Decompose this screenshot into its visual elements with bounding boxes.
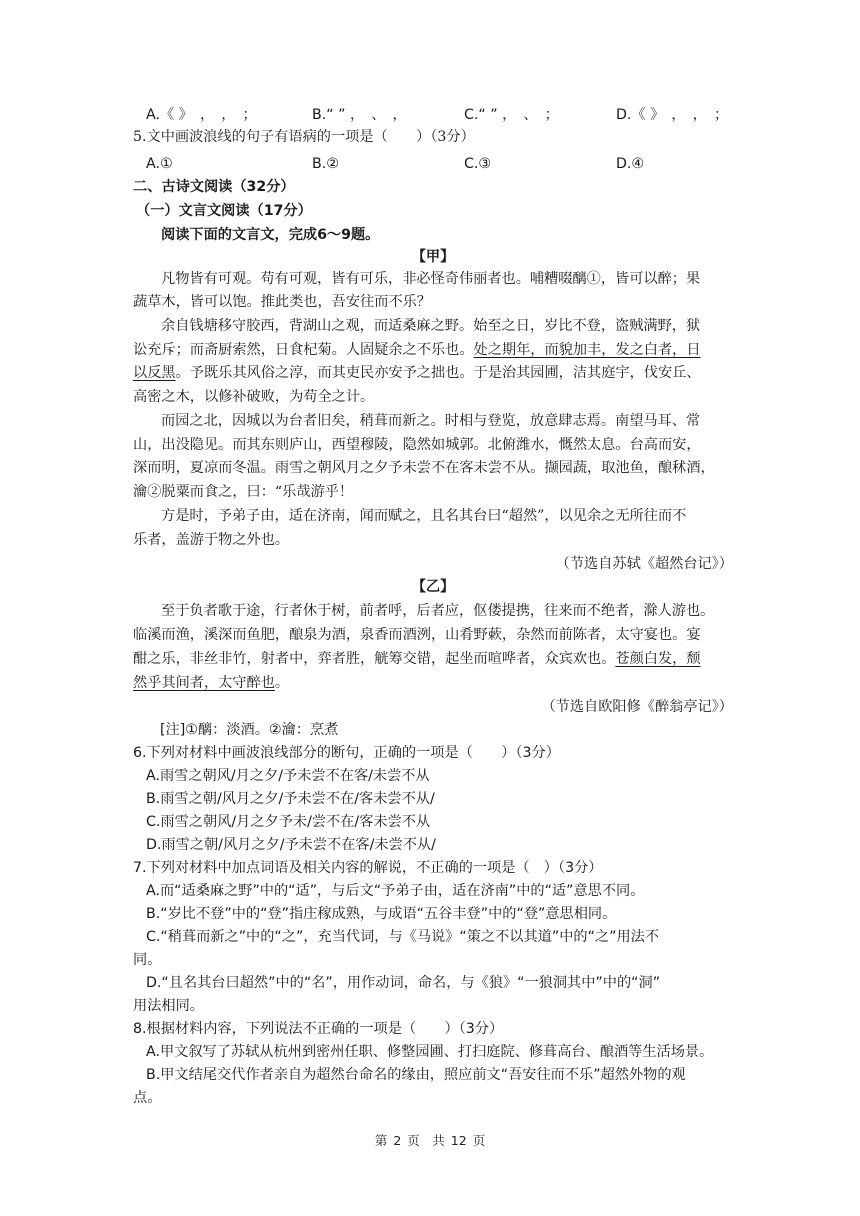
jia-p4-line1: 方是时，予弟子由，适在济南，闻而赋之，且名其台曰“超然”，以见余之无所往而不 — [161, 508, 687, 524]
q7-option-c: C.“稍葺而新之”中的“之”，充当代词，与《马说》“策之不以其道”中的“之”用法不 — [146, 929, 660, 945]
q7-stem: 7.下列对材料中加点词语及相关内容的解说，不正确的一项是（ ）（3分） — [133, 860, 603, 876]
q7-option-a: A.而“适桑麻之野”中的“适”，与后文“予弟子由，适在济南”中的“适”意思不同。 — [146, 883, 645, 899]
q4-option-d: D.《 》 ， ， ； — [616, 107, 729, 123]
q6-stem: 6.下列对材料中画波浪线部分的断句，正确的一项是（ ）（3分） — [133, 745, 560, 761]
jia-p2-line1: 余自钱塘移守胶西，背湖山之观，而适桑麻之野。始至之日，岁比不登，盗贼满野，狱 — [161, 318, 701, 334]
q6-option-a: A.雨雪之朝风/月之夕/予未尝不在客/未尝不从 — [146, 768, 430, 784]
annotation-note: [注]①醨：淡酒。②瀹：烹煮 — [160, 722, 339, 738]
q7-option-d-cont: 用法相同。 — [133, 998, 204, 1014]
jia-p1-line2: 蔬草木，皆可以饱。推此类也，吾安往而不乐？ — [133, 294, 431, 310]
yi-source: （节选自欧阳修《醉翁亭记》） — [541, 699, 733, 715]
jia-p2-line2 — [133, 339, 733, 361]
passage-jia-heading: 【甲】 — [411, 249, 455, 265]
footer-label-page: 第 — [374, 1133, 388, 1148]
yi-line3-text: 酣之乐，非丝非竹，射者中，弈者胜，觥筹交错，起坐而喧哗者，众宾欢也。 — [133, 651, 616, 667]
q5-option-d: D.④ — [616, 156, 645, 172]
jia-p2-line3-text: 。予既乐其风俗之淳，而其吏民亦安予之拙也。于是治其园圃，洁其庭宇，伐安丘、 — [175, 365, 701, 381]
jia-p3-line3: 深而明，夏凉而冬温。雨雪之朝风月之夕予未尝不在客未尝不从。撷园蔬，取池鱼，酿秫酒， — [133, 460, 715, 476]
yi-line3 — [133, 648, 733, 670]
page-footer — [0, 1131, 860, 1149]
jia-p2-line4: 高密之木，以修补破败，为苟全之计。 — [133, 389, 375, 405]
q5-option-b: B.② — [312, 156, 339, 172]
jia-p2-line3 — [133, 362, 733, 384]
yi-line2: 临溪而渔，溪深而鱼肥，酿泉为酒，泉香而酒洌，山肴野蔌，杂然而前陈者，太守宴也。宴 — [133, 627, 701, 643]
q8-option-a: A.甲文叙写了苏轼从杭州到密州任职、修整园圃、打扫庭院、修葺高台、酿酒等生活场景。 — [146, 1044, 714, 1060]
jia-p3-line4: 瀹②脱粟而食之，曰：“乐哉游乎！ — [133, 484, 354, 500]
q6-option-b: B.雨雪之朝/风月之夕/予未尝不在/客未尝不从/ — [146, 791, 435, 807]
footer-total-pages: 12 — [450, 1133, 467, 1148]
q8-option-b-cont: 点。 — [133, 1090, 162, 1106]
underlined-sentence: 处之期年，而貌加丰，发之白者，日 — [473, 342, 701, 358]
jia-source: （节选自苏轼《超然台记》） — [555, 556, 733, 572]
yi-underlined-sentence-end: 然乎其间者，太守醉也 — [133, 675, 275, 691]
q8-option-b: B.甲文结尾交代作者亲自为超然台命名的缘由，照应前文“吾安往而不乐”超然外物的观 — [146, 1067, 686, 1083]
footer-label-end: 页 — [472, 1133, 486, 1148]
underlined-sentence-end: 以反黑 — [133, 365, 176, 381]
jia-p2-line2-text: 讼充斥；而斋厨索然，日食杞菊。人固疑余之不乐也。 — [133, 342, 474, 358]
yi-line4 — [133, 672, 733, 694]
q8-stem: 8.根据材料内容，下列说法不正确的一项是（ ）（3分） — [133, 1021, 504, 1037]
yi-line4-end: 。 — [274, 675, 290, 691]
footer-label-of: 页 共 — [407, 1133, 445, 1148]
jia-p4-line2: 乐者，盖游于物之外也。 — [133, 532, 290, 548]
jia-p3-line1: 而园之北，因城以为台者旧矣，稍葺而新之。时相与登览，放意肆志焉。南望马耳、常 — [161, 413, 701, 429]
q5-option-a: A.① — [146, 156, 173, 172]
q6-option-c: C.雨雪之朝风/月之夕予未/尝不在/客未尝不从 — [146, 814, 431, 830]
section-2-title: 二、古诗文阅读（32分） — [133, 179, 295, 195]
section-2-1-title: （一）文言文阅读（17分） — [136, 203, 312, 219]
yi-underlined-sentence: 苍颜白发，颓 — [615, 651, 701, 667]
q7-option-c-cont: 同。 — [133, 952, 162, 968]
q7-option-d: D.“且名其台曰超然”中的“名”，用作动词，命名，与《狼》“一狼洞其中”中的“洞” — [146, 975, 661, 991]
jia-p1-line1: 凡物皆有可观。苟有可观，皆有可乐，非必怪奇伟丽者也。哺糟啜醨①，皆可以醉；果 — [161, 271, 701, 287]
jia-p3-line2: 山，出没隐见。而其东则庐山，西望穆陵，隐然如城郭。北俯潍水，慨然太息。台高而安， — [133, 437, 701, 453]
q7-option-b: B.“岁比不登”中的“登”指庄稼成熟，与成语“五谷丰登”中的“登”意思相同。 — [146, 906, 617, 922]
q5-stem: 5.文中画波浪线的句子有语病的一项是（ ）（3分） — [133, 129, 475, 145]
footer-page-number: 2 — [393, 1133, 402, 1148]
q4-option-a: A.《 》 ， ， ； — [146, 107, 257, 123]
q4-option-c: C.“ ” ， 、 ； — [464, 107, 559, 123]
q4-option-b: B.“ ” ， 、 ， — [312, 107, 407, 123]
yi-line1: 至于负者歌于途，行者休于树，前者呼，后者应，伛偻提携，往来而不绝者，滁人游也。 — [161, 603, 715, 619]
passage-yi-heading: 【乙】 — [411, 579, 455, 595]
reading-instruction: 阅读下面的文言文，完成6～9题。 — [161, 227, 380, 243]
q5-option-c: C.③ — [464, 156, 492, 172]
q6-option-d: D.雨雪之朝/风月之夕/予未尝不在客/未尝不从/ — [146, 837, 436, 853]
